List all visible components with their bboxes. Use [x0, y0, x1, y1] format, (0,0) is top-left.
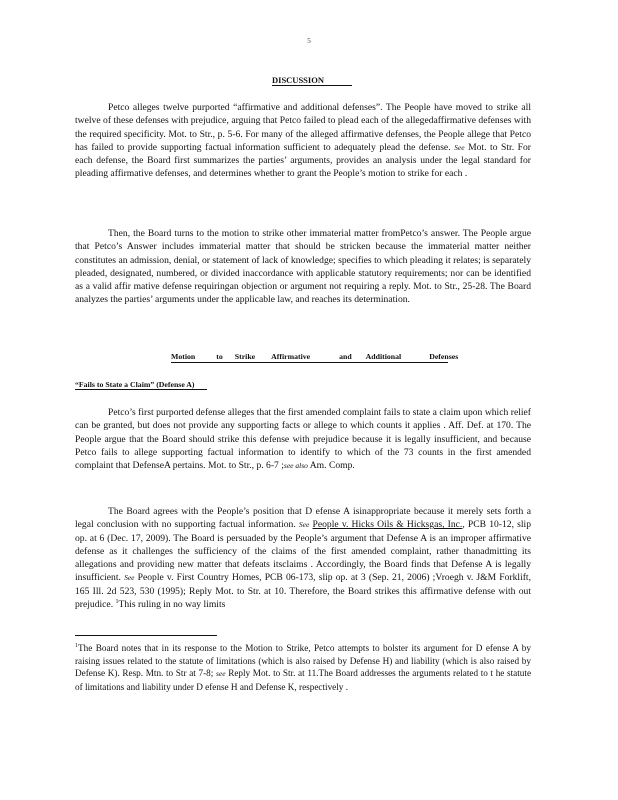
paragraph-intro-tail: Mot. to Str. For each defense, the Board first summarizes the parties’ arguments, provides an analysis under the legal standard for pleading affirmative defenses, and determines whether to grant the People’s motion to strike for each . [75, 141, 531, 180]
ruling-text-a: The Board agrees with the People’s position that D efense A isinappropriate because it merely sets forth a legal conclusion with no supporting factual information. [75, 506, 531, 531]
subheading-word: Affirmative [271, 352, 311, 361]
section-heading [272, 75, 352, 86]
footnote [75, 642, 531, 693]
paragraph-intro-text: Petco alleges twelve purported “affirmative and additional defenses”. The People have moved to strike all twelve of these defenses with prejudice, arguing that Petco failed to plead each of the allegedaffirmative defenses with the required specificity. Mot. to Str., p. 5-6. For many of the alleged affirmative defenses, the People allege that Petco has failed to provide supporting factual information sufficient to adequately plead the defense. [75, 102, 531, 153]
footnote-reference: 1 [115, 598, 119, 605]
footnote-marker: 1 [75, 642, 78, 649]
citation-signal: See [124, 573, 135, 583]
footnote-divider [75, 635, 217, 636]
footnote-text-b: Reply Mot. to Str. at 11.The Board addresses the arguments related to t he statute of limitations and liability under D efense H and Defense K, respectively . [75, 668, 532, 692]
paragraph-intro [75, 101, 531, 181]
subheading-word: Strike [234, 352, 256, 361]
paragraph-defense-a-tail: Am. Comp. [309, 460, 355, 472]
case-citation: People v. Hicks Oils & Hicksgas, Inc. [312, 519, 463, 531]
ruling-text-c: People v. First Country Homes, PCB 06-173, slip op. at 3 (Sep. 21, 2006) ;Vroegh v. J&M Forklift, 165 Ill. 2d 523, 530 (1995); Reply Mot. to Str. at 10. Therefore, the Board strikes this affirmative defense with out prejudice. [75, 572, 531, 611]
subheading [171, 352, 459, 363]
subheading-word: Motion [171, 352, 196, 361]
ruling-text-d: This ruling in no way limits [118, 599, 226, 611]
heading-text: DISCUSSION [272, 75, 352, 86]
defense-a-heading: “Fails to State a Claim” (Defense A) [75, 380, 207, 390]
citation-signal: see [215, 669, 226, 679]
citation-signal: See [454, 142, 465, 152]
paragraph-defense-a [75, 406, 531, 472]
citation-signal: See [298, 520, 310, 530]
subheading-word: Defenses [429, 352, 459, 361]
paragraph-board-ruling [75, 505, 531, 611]
page-number: 5 [307, 37, 311, 45]
paragraph-immaterial-matter: Then, the Board turns to the motion to strike other immaterial matter fromPetco’s answer. The People argue that Petco’s Answer includes immaterial matter that should be stricken because the immaterial matter neither constitutes an admission, denial, or statement of lack of knowledge; specifies to which pleading it relates; is separately pleaded, designated, numbered, or divided inaccordance with applicable statutory requirements; nor can be identified as a valid affir mative defense requiringan objection or argument not requiring a reply. Mot. to Str., 25-28. The Board analyzes the parties’ arguments under the applicable law, and reaches its determination. [75, 228, 531, 306]
subheading-word: to [216, 352, 223, 361]
paragraph-defense-a-text: Petco’s first purported defense alleges that the first amended complaint fails to state a claim upon which relief can be granted, but does not provide any supporting facts or allege to which counts it applies . Aff. Def. at 170. The People argue that the Board should strike this defense with prejudice because it is legally insufficient, and because Petco fails to allege supporting factual information to identify to which of the 73 counts in the first amended complaint that DefenseA pertains. Mot. to Str., p. 6-7 ; [75, 407, 531, 472]
footnote-text-a: The Board notes that in its response to the Motion to Strike, Petco attempts to bolster its argument for D efense A by raising issues related to the statute of limitations (which is also raised by Defense H) and liability (which is also raised by Defense K). Resp. Mtn. to Str at 7-8; [75, 643, 531, 679]
subheading-word: and [339, 352, 352, 361]
subheading-word: Additional [365, 352, 402, 361]
ruling-text-b: , PCB 10-12, slip op. at 6 (Dec. 17, 2009). The Board is persuaded by the People’s argument that Defense A is an improper affirmative defense as it challenges the sufficiency of the claims of the first amended complaint, rather thanadmitting its allegations and providing new matter that defeats itsclaims . Accordingly, the Board finds that Defense A is legally insufficient. [75, 519, 532, 584]
citation-signal: see also [283, 461, 308, 471]
